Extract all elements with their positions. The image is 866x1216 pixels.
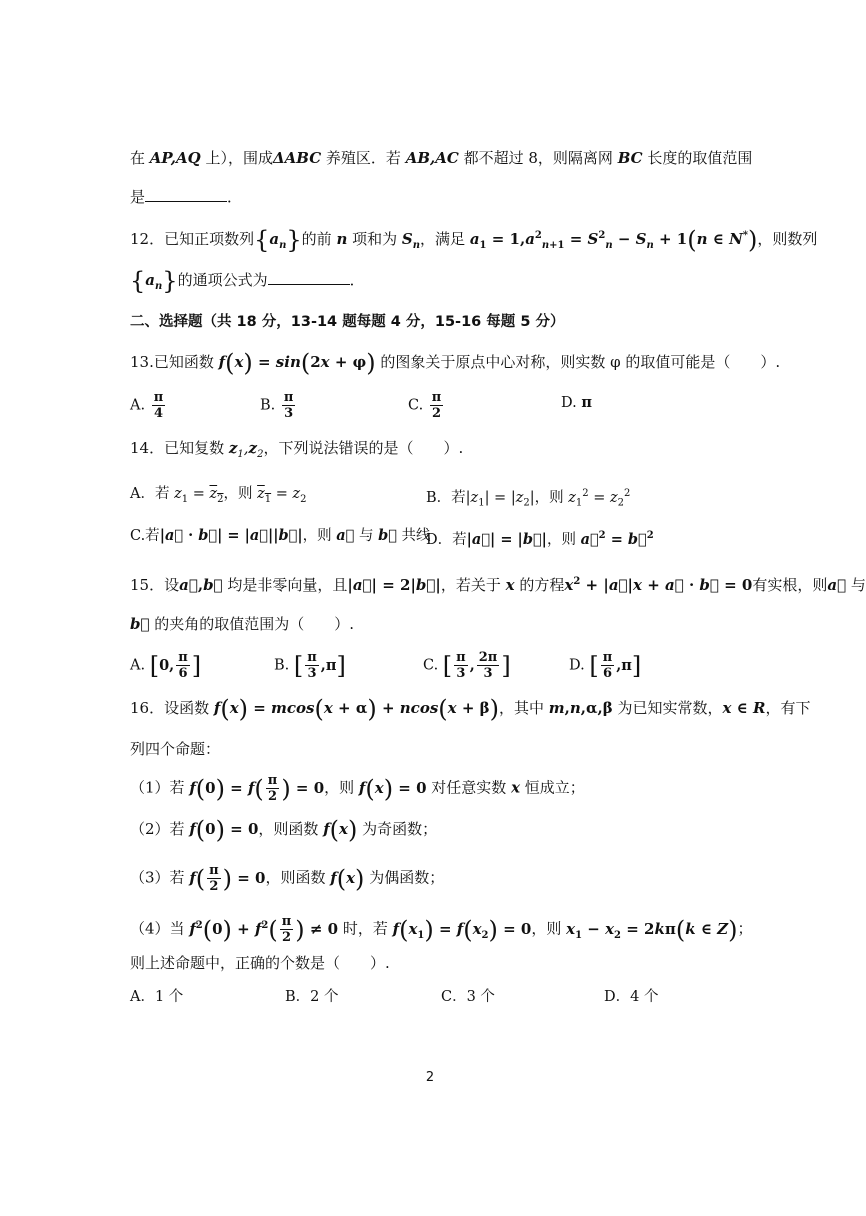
- text: （3）若: [130, 868, 190, 887]
- q12-line2: $\{a_n\}$的通项公式为 ．: [130, 267, 365, 295]
- text: 的前: [301, 230, 337, 248]
- text: 恒成立；: [520, 778, 585, 797]
- q16-prop1: （1）若 f(0) = f( $\frac{\pi}{2}$ ) = 0，则 f(x) = 0 对任意实数 x 恒成立；: [130, 773, 585, 804]
- text: 长度的取值范围: [642, 149, 753, 167]
- q16-line2: 列四个命题：: [130, 740, 221, 758]
- text: 13.已知函数: [130, 353, 219, 371]
- text: 为已知实常数，: [612, 699, 723, 717]
- text: ，有下: [765, 699, 811, 717]
- text: ，则函数: [265, 868, 331, 887]
- text: ，下列说法错误的是（ ）.: [263, 439, 464, 457]
- q16-option-a[interactable]: A．1 个: [130, 989, 184, 1005]
- q13-stem: [130, 349, 781, 377]
- math: AB,AC: [405, 149, 459, 167]
- text: ，则函数: [258, 820, 324, 838]
- q16-option-c[interactable]: C．3 个: [441, 989, 495, 1005]
- text: 有实根，则: [752, 576, 828, 594]
- text: ，其中: [498, 699, 549, 717]
- text: 在: [130, 149, 150, 167]
- q16-ask: 则上述命题中，正确的个数是（ ）.: [130, 954, 390, 972]
- text: 均是非零向量，且: [222, 576, 348, 594]
- math: f(x) = mcos(x + α) + ncos(x + β): [213, 695, 499, 723]
- text: 是: [130, 188, 146, 206]
- text: 14．已知复数: [130, 439, 229, 457]
- text: （2）若: [130, 820, 190, 838]
- answer-blank: [145, 187, 227, 202]
- q16-prop2: （2）若 f(0) = 0，则函数 f(x) 为奇函数；: [130, 816, 438, 844]
- page-number: 2: [425, 1070, 435, 1085]
- q13-option-c[interactable]: C. $\frac{\pi}{2}$: [408, 390, 442, 421]
- math: $\{a_n\}$: [254, 226, 302, 254]
- text: ，满足: [420, 230, 470, 248]
- text: 上），围成: [200, 149, 273, 167]
- text: ，若关于: [440, 576, 506, 594]
- q11-line1: [130, 147, 752, 169]
- q14-option-c[interactable]: C.若|a⃗ · b⃗| = |a⃗||b⃗|，则 a⃗ 与 b⃗ 共线: [130, 527, 431, 544]
- text: （4）当: [130, 919, 190, 938]
- math: ΔABC: [272, 149, 322, 167]
- q16-prop4: （4）当 $f^2(0) + f^2$( $\frac{\pi}{2}$ ) ≠ 0 时，若 $f(x_1) = f(x_2) = 0$，则 $x_1 - x_2 = 2k\pi(k$ ∈ Z)；: [130, 914, 753, 945]
- text: ，则: [324, 778, 359, 797]
- q16-prop3: （3）若 f( $\frac{\pi}{2}$ ) = 0，则函数 f(x) 为偶函数；: [130, 863, 445, 894]
- q16-option-b[interactable]: B．2 个: [285, 989, 339, 1005]
- text: 养殖区．若: [321, 149, 406, 167]
- text: ，则数列: [757, 230, 818, 248]
- section-title: 二、选择题（共 18 分，13-14 题每题 4 分，15-16 每题 5 分）: [130, 314, 565, 330]
- q14-option-b[interactable]: B．若$|z_1| = |z_2|$，则 $z_1^2 = z_2^2$: [426, 488, 631, 509]
- text: 项和为: [347, 230, 402, 248]
- q15-option-c[interactable]: C. [ $\frac{\pi}{3}$ , $\frac{2\pi}{3}$ ]: [423, 650, 511, 681]
- text: （1）若: [130, 778, 190, 797]
- text: 为奇函数；: [357, 820, 438, 838]
- math: BC: [617, 149, 643, 167]
- text: 时，若: [338, 919, 393, 938]
- q15-line1: 15．设a⃗,b⃗ 均是非零向量，且|a⃗| = 2|b⃗|，若关于 x 的方程$x^2$ + |a⃗|x + a⃗ · b⃗ = 0有实根，则a⃗ 与: [130, 576, 866, 594]
- text: 的夹角的取值范围为（ ）.: [149, 615, 355, 633]
- answer-blank: [268, 270, 350, 285]
- q16-option-d[interactable]: D．4 个: [604, 989, 659, 1005]
- math: f(x) = sin(2x + φ): [218, 349, 376, 377]
- text: 的方程: [514, 576, 565, 594]
- text: 与: [846, 576, 866, 594]
- text: 的图象关于原点中心对称，则实数 φ 的取值可能是（ ）.: [375, 353, 781, 371]
- q12-line1: 12．已知正项数列$\{a_n\}$的前 n 项和为 $S_n$，满足 $a_1 = 1,a^2_{n+1} = S^2_n - S_n + 1(n$ ∈ N*)，则数列: [130, 226, 818, 254]
- q15-option-b[interactable]: B. [ $\frac{\pi}{3}$ ,π]: [274, 650, 346, 681]
- q13-option-d[interactable]: D. π: [561, 394, 592, 411]
- q13-option-b[interactable]: B. $\frac{\pi}{3}$: [260, 390, 294, 421]
- text: ；: [737, 919, 753, 938]
- text: 都不超过 8，则隔离网: [458, 149, 618, 167]
- q15-option-d[interactable]: D. [ $\frac{\pi}{6}$ ,π]: [569, 650, 642, 681]
- text: 12．已知正项数列: [130, 230, 255, 248]
- text: 的通项公式为: [177, 271, 268, 289]
- math: $\{a_n\}$: [130, 267, 178, 295]
- q14-option-d[interactable]: D．若|a⃗| = |b⃗|，则 a⃗$^2$ = b⃗$^2$: [426, 530, 654, 548]
- text: 15．设: [130, 576, 180, 594]
- q14-stem: 14．已知复数 $z_1,z_2$，下列说法错误的是（ ）.: [130, 439, 464, 460]
- text: 为偶函数；: [364, 868, 445, 887]
- q14-option-a[interactable]: A．若 $z_1 = z_2$，则 $z_1 = z_2$: [130, 486, 307, 505]
- q11-line2: 是 ．: [130, 188, 243, 206]
- q15-line2: b⃗ 的夹角的取值范围为（ ）.: [130, 615, 355, 633]
- q16-line1: 16．设函数 f(x) = mcos(x + α) + ncos(x + β)，其中 m,n,α,β 为已知实常数，x ∈ R，有下: [130, 695, 811, 723]
- q13-option-a[interactable]: A. $\frac{\pi}{4}$: [130, 390, 164, 421]
- text: 对任意实数: [426, 778, 512, 797]
- math: AP,AQ: [149, 149, 201, 167]
- text: 16．设函数: [130, 699, 214, 717]
- q15-option-a[interactable]: A. [0, $\frac{\pi}{6}$ ]: [130, 650, 202, 681]
- text: ，则: [531, 919, 567, 938]
- math: $a_1 = 1,a^2_{n+1} = S^2_n - S_n + 1(n$ ∈ N*): [469, 226, 758, 254]
